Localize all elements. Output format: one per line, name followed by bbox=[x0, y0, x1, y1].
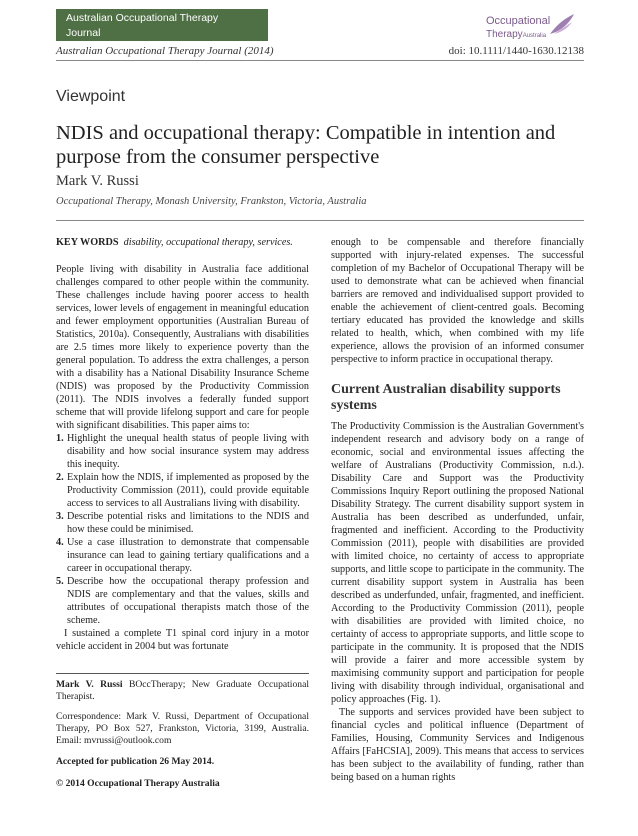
aims-list bbox=[56, 432, 309, 627]
left-column bbox=[56, 236, 309, 790]
list-text: Use a case illustration to demonstrate that compensable insurance can lead to gaining tertiary qualifications and a career in occupational therapy. bbox=[67, 537, 309, 574]
logo-line-1: Occupational bbox=[486, 15, 551, 27]
copyright: © 2014 Occupational Therapy Australia bbox=[56, 778, 220, 789]
case-paragraph: I sustained a complete T1 spinal cord injury in a motor vehicle accident in 2004 but was fortunate bbox=[56, 628, 309, 652]
list-text: Describe potential risks and limitations to the NDIS and how these could be minimised. bbox=[67, 511, 309, 535]
logo-word-australia: Australia bbox=[522, 33, 547, 39]
footnote-rule bbox=[56, 673, 309, 674]
keywords-label: KEY WORDS bbox=[56, 237, 119, 248]
section-paragraph-2: The supports and services provided have been subject to financial cycles and political influence (Department of Families, Housing, Community Services and Indigenous Affairs [FaHCSIA], 2009). This means that access to services has been subject to the availability of funding, rather than being based on a human rights bbox=[331, 707, 584, 783]
logo-line-2 bbox=[486, 29, 546, 40]
banner-line-2: Journal bbox=[66, 27, 101, 39]
doi-link[interactable]: doi: 10.1111/1440-1630.12138 bbox=[448, 45, 584, 57]
citation-line bbox=[56, 45, 584, 57]
list-item bbox=[56, 575, 309, 627]
list-number: 1. bbox=[56, 433, 64, 444]
list-number: 3. bbox=[56, 511, 64, 522]
accepted-date: Accepted for publication 26 May 2014. bbox=[56, 756, 215, 767]
journal-banner bbox=[56, 9, 268, 41]
continued-paragraph: enough to be compensable and therefore financially supported with injury-related expenses. The successful completion of my Bachelor of Occupational Therapy will be used to demonstrate what can be achieved when financial barriers are removed and individualised support provided to enable the achievement of client-centred goals. Becoming tertiary educated has provided the knowledge and skills related to health, which, when combined with my life experience, allows the provision of an informed consumer perspective to inform practice in occupational therapy. bbox=[331, 237, 584, 365]
list-text: Describe how the occupational therapy profession and NDIS are complementary and that the values, skills and attributes of occupational therapists match those of the scheme. bbox=[67, 576, 309, 626]
list-item bbox=[56, 536, 309, 575]
footnote-author-credentials: BOccTherapy; New Graduate Occupational Therapist. bbox=[56, 679, 309, 702]
list-number: 4. bbox=[56, 537, 64, 548]
author-footnote bbox=[56, 679, 309, 703]
list-text: Explain how the NDIS, if implemented as proposed by the Productivity Commission (2011), could provide equitable access to services to all Australians living with disability. bbox=[67, 472, 309, 509]
keywords bbox=[56, 236, 309, 249]
article-type: Viewpoint bbox=[56, 88, 126, 105]
list-item bbox=[56, 510, 309, 536]
list-item bbox=[56, 432, 309, 471]
section-paragraph-1: The Productivity Commission is the Australian Government's independent research and advisory body on a range of economic, social and environmental issues affecting the welfare of Australians (Productivity Commission, n.d.). Disability Care and Support was the Productivity Commissions Inquiry Report outlining the proposed National Disability Strategy. The current disability support system in Australia has been described as underfunded, unfair, fragmented and inefficient. According to the Productivity Commission (2011), people with disabilities are provided with limited choice, no certainty of access to appropriate supports, and little scope to participate in the community. The current disability support system in Australia has been described as underfunded, unfair, fragmented, and inefficient. According to the Productivity Commission (2011), people with disabilities are provided with limited choice, no certainty of access to appropriate supports, and little scope to participate in the community. It is proposed that the NDIS will provide a fairer and more accessible system by maximising community support and participation for people living with disability through individual, organisational and policy approaches (Fig. 1). bbox=[331, 421, 584, 705]
header-rule bbox=[56, 60, 584, 61]
right-column bbox=[331, 236, 584, 784]
intro-paragraph: People living with disability in Australia face additional challenges compared to other people within the community. These challenges include having poorer access to health services, lower levels of engagement in meaningful education and fewer employment opportunities (Australian Bureau of Statistics, 2010a). Consequently, Australians with disabilities are 2.5 times more likely to experience poverty than the general population. To address the extra challenges, a person with a disability has a National Disability Insurance Scheme (NDIS) was proposed by the Productivity Commission (2011). The NDIS involves a federally funded support scheme that will provide lifelong support and care for people with significant disabilities. This paper aims to: bbox=[56, 264, 309, 431]
journal-citation: Australian Occupational Therapy Journal (2014) bbox=[56, 45, 274, 57]
footnote-author-name: Mark V. Russi bbox=[56, 679, 123, 690]
article-author: Mark V. Russi bbox=[56, 173, 139, 189]
keywords-text: disability, occupational therapy, services. bbox=[123, 237, 293, 248]
banner-line-1: Australian Occupational Therapy bbox=[66, 12, 219, 24]
article-title: NDIS and occupational therapy: Compatible in intention and purpose from the consumer perspective bbox=[56, 122, 556, 168]
title-rule bbox=[56, 220, 584, 221]
ota-logo bbox=[484, 12, 584, 44]
author-affiliation: Occupational Therapy, Monash University, Frankston, Victoria, Australia bbox=[56, 196, 367, 207]
list-number: 5. bbox=[56, 576, 64, 587]
bird-logo-icon bbox=[548, 12, 578, 38]
section-heading: Current Australian disability supports systems bbox=[331, 382, 561, 413]
correspondence: Correspondence: Mark V. Russi, Department of Occupational Therapy, PO Box 527, Frankston, Victoria, 3199, Australia. Email: mvrussi@outlook.com bbox=[56, 711, 309, 746]
logo-word-therapy: Therapy bbox=[486, 29, 523, 40]
list-text: Highlight the unequal health status of people living with disability and how social insurance system may address this inequity. bbox=[67, 433, 309, 470]
list-item bbox=[56, 471, 309, 510]
list-number: 2. bbox=[56, 472, 64, 483]
